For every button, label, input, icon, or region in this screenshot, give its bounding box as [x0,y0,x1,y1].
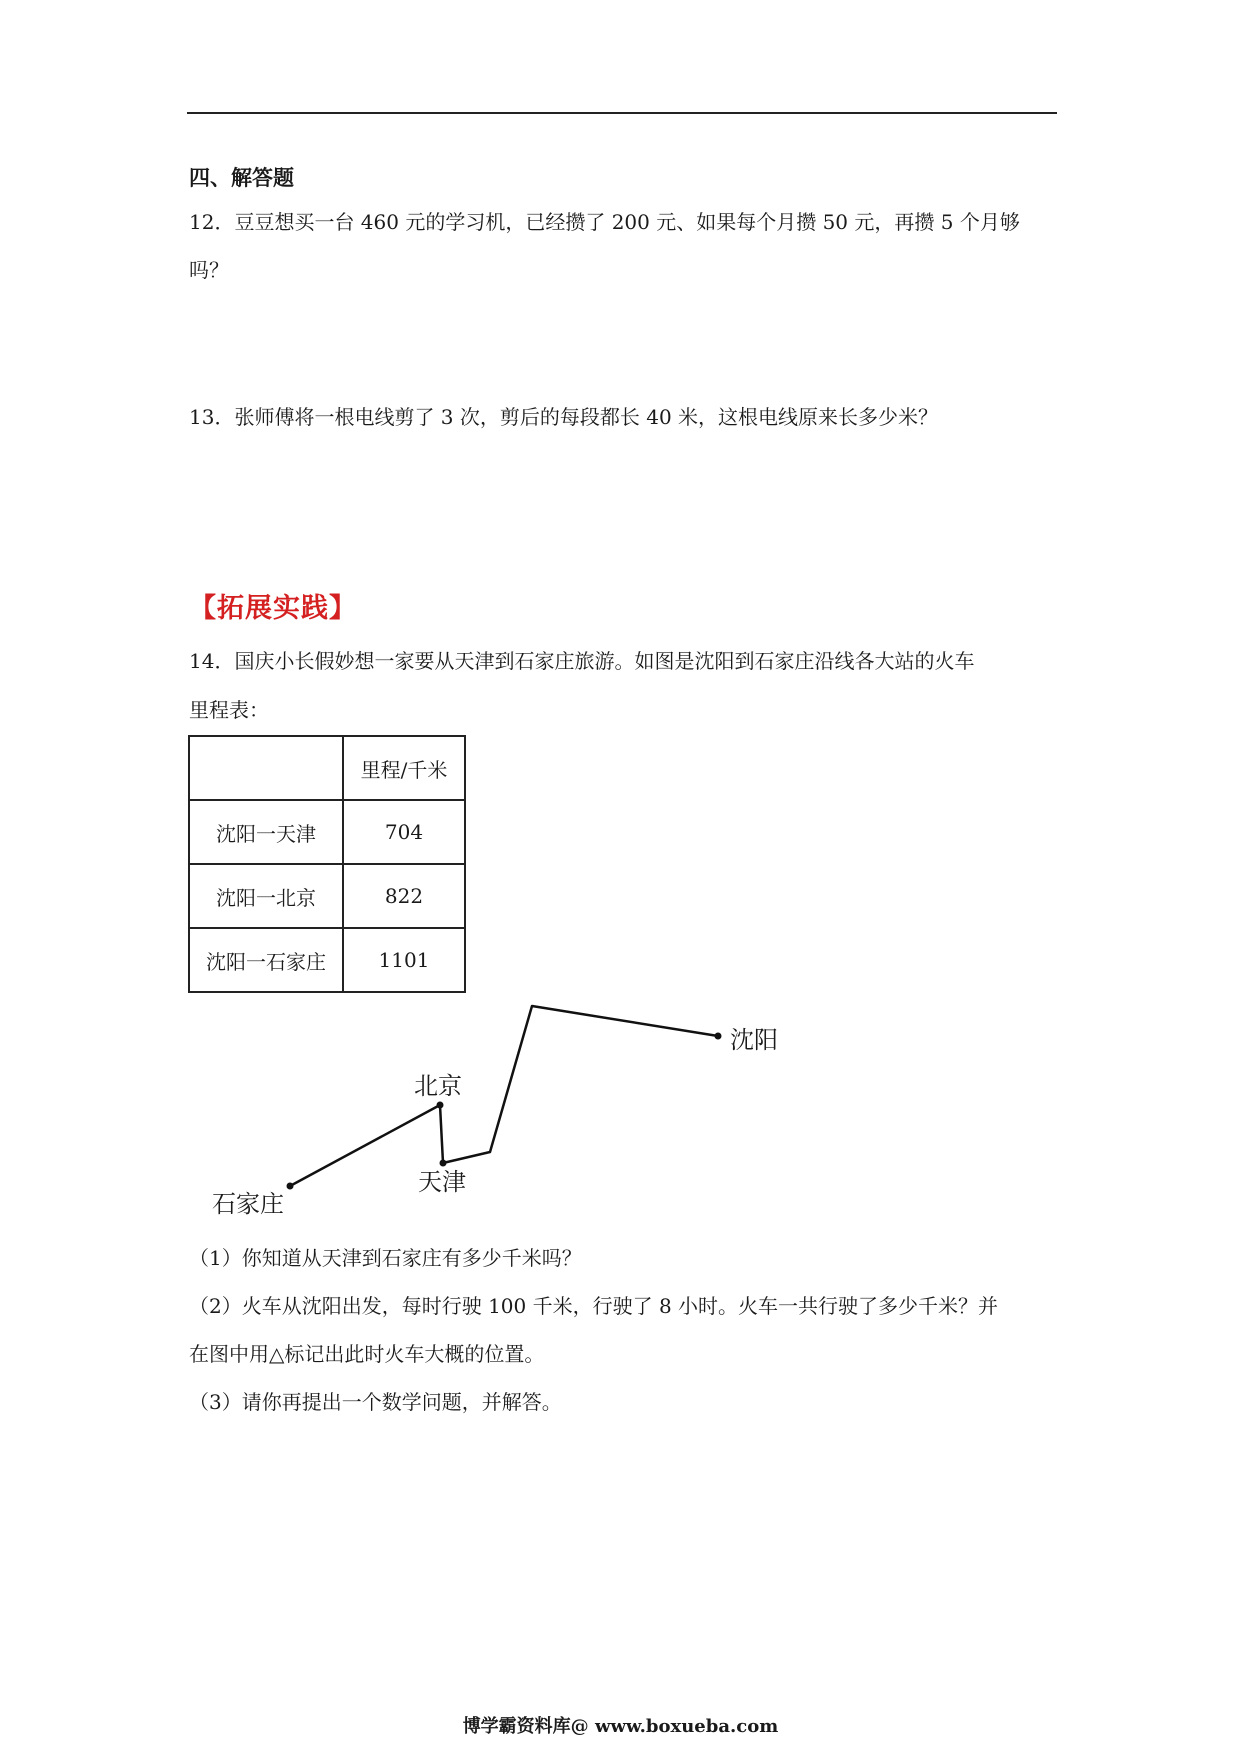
station-dot-shenyang [715,1033,722,1040]
station-dot-beijing [437,1102,444,1109]
railway-line [290,1006,718,1186]
table-header-mileage: 里程/千米 [343,736,465,800]
question-14-sub-3: （3）请你再提出一个数学问题，并解答。 [189,1390,562,1414]
station-dot-shijiazhuang [287,1183,294,1190]
section-heading: 四、解答题 [189,165,294,190]
station-label-beijing: 北京 [414,1072,462,1100]
station-label-shenyang: 沈阳 [730,1026,778,1054]
table-row [189,800,465,864]
table-cell-route: 沈阳一石家庄 [189,928,343,992]
table-header-row [189,736,465,800]
question-14-line-2: 里程表： [189,698,269,722]
header-rule [187,112,1057,114]
question-12-line-1: 12．豆豆想买一台 460 元的学习机，已经攒了 200 元、如果每个月攒 50 元，再攒 5 个月够 [189,210,1020,234]
table-cell-distance: 822 [343,864,465,928]
table-cell-route: 沈阳一天津 [189,800,343,864]
table-cell-distance: 1101 [343,928,465,992]
extension-heading: 【拓展实践】 [189,593,357,624]
mileage-table [188,735,466,993]
question-12-line-2: 吗？ [189,258,229,282]
table-row [189,928,465,992]
question-14-sub-2-line-1: （2）火车从沈阳出发，每时行驶 100 千米，行驶了 8 小时。火车一共行驶了多少千米？并 [189,1294,999,1318]
station-label-shijiazhuang: 石家庄 [212,1190,284,1218]
table-row [189,864,465,928]
question-13-line-1: 13．张师傅将一根电线剪了 3 次，剪后的每段都长 40 米，这根电线原来长多少米？ [189,405,939,429]
footer-watermark: 博学霸资料库@ www.boxueba.com [462,1716,779,1737]
table-header-blank [189,736,343,800]
table-cell-distance: 704 [343,800,465,864]
question-14-sub-2-line-2: 在图中用△标记出此时火车大概的位置。 [189,1342,545,1366]
table-cell-route: 沈阳一北京 [189,864,343,928]
station-label-tianjin: 天津 [418,1168,466,1196]
question-14-sub-1: （1）你知道从天津到石家庄有多少千米吗？ [189,1246,582,1270]
question-14-line-1: 14．国庆小长假妙想一家要从天津到石家庄旅游。如图是沈阳到石家庄沿线各大站的火车 [189,649,975,673]
